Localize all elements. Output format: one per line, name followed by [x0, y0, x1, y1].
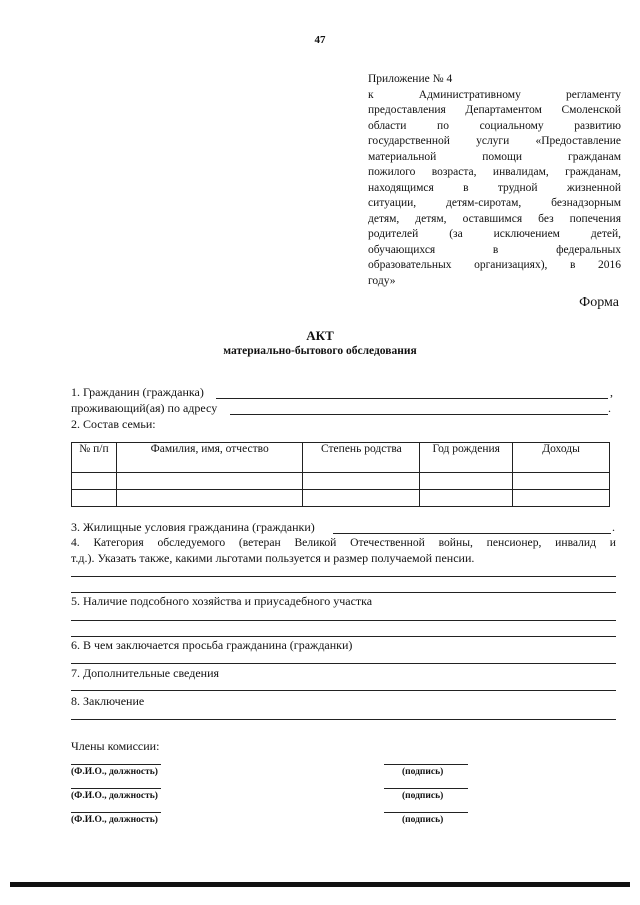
member-sign-label: (подпись) [402, 767, 444, 777]
scan-edge-bar [10, 882, 630, 887]
table-cell[interactable] [420, 473, 513, 490]
appendix-line: ситуации, детям-сиротам, безнадзорным [368, 197, 621, 209]
table-row [72, 473, 610, 490]
member-sign-label: (подпись) [402, 815, 444, 825]
appendix-line: находящимся в трудной жизненной [368, 181, 621, 194]
column-header: Степень родства [303, 443, 420, 473]
request-input-line[interactable] [71, 663, 616, 664]
citizen-label: 1. Гражданин (гражданка) [71, 385, 204, 399]
table-cell[interactable] [420, 490, 513, 507]
family-label: 2. Состав семьи: [71, 417, 156, 431]
appendix-line: области по социальному развитию [368, 119, 621, 132]
family-table [71, 442, 610, 507]
appendix-line: материальной помощи гражданам [368, 150, 621, 163]
column-header: № п/п [72, 443, 117, 473]
member-sign-line[interactable] [384, 812, 468, 813]
conclusion-label: 8. Заключение [71, 694, 145, 708]
conclusion-input-line[interactable] [71, 719, 616, 720]
appendix-line: пожилого возраста, инвалидам, гражданам, [368, 166, 621, 178]
member-sign-line[interactable] [384, 764, 468, 765]
appendix-block [368, 72, 621, 289]
document-subtitle: материально-бытового обследования [223, 345, 417, 357]
housing-input-line[interactable] [333, 533, 611, 534]
category-input-line[interactable] [71, 592, 616, 593]
citizen-comma: , [610, 385, 613, 399]
appendix-line: обучающихся в федеральных [368, 243, 621, 256]
category-line-2: т.д.). Указать также, какими льготами пользуется и размер получаемой пенсии. [71, 551, 475, 565]
request-label: 6. В чем заключается просьба гражданина (гражданки) [71, 638, 353, 652]
appendix-line: образовательных организациях), в 2016 [368, 259, 621, 271]
member-name-label: (Ф.И.О., должность) [71, 791, 158, 801]
address-input-line[interactable] [230, 414, 608, 415]
page-number: 47 [314, 34, 326, 46]
address-period: . [608, 401, 611, 415]
appendix-line: детям, детям, оставшимся без попечения [368, 212, 621, 225]
commission-title: Члены комиссии: [71, 739, 160, 753]
column-header: Год рождения [420, 443, 513, 473]
address-label: проживающий(ая) по адресу [71, 401, 218, 415]
column-header: Доходы [513, 443, 610, 473]
table-cell[interactable] [116, 490, 303, 507]
farm-input-line[interactable] [71, 636, 616, 637]
additional-input-line[interactable] [71, 690, 616, 691]
farm-input-line[interactable] [71, 620, 616, 621]
column-header: Фамилия, имя, отчество [116, 443, 303, 473]
farm-label: 5. Наличие подсобного хозяйства и приусадебного участка [71, 594, 373, 608]
table-cell[interactable] [72, 490, 117, 507]
appendix-line: к Административному регламенту [368, 88, 621, 101]
member-sign-line[interactable] [384, 788, 468, 789]
appendix-line: родителей (за исключением детей, [368, 228, 621, 240]
member-sign-label: (подпись) [402, 791, 444, 801]
form-label: Форма [579, 295, 619, 310]
member-name-line[interactable] [71, 764, 161, 765]
member-name-label: (Ф.И.О., должность) [71, 815, 158, 825]
category-input-line[interactable] [71, 576, 616, 577]
table-row [72, 490, 610, 507]
member-name-line[interactable] [71, 812, 161, 813]
table-cell[interactable] [303, 490, 420, 507]
appendix-line: государственной услуги «Предоставление [368, 135, 621, 147]
table-cell[interactable] [303, 473, 420, 490]
table-cell[interactable] [72, 473, 117, 490]
housing-period: . [612, 520, 615, 534]
additional-label: 7. Дополнительные сведения [71, 666, 220, 680]
appendix-line: предоставления Департаментом Смоленской [368, 104, 621, 116]
table-header-row [72, 443, 610, 473]
document-title: АКТ [306, 328, 334, 343]
member-name-label: (Ф.И.О., должность) [71, 767, 158, 777]
citizen-input-line[interactable] [216, 398, 608, 399]
category-line-1: 4. Категория обследуемого (ветеран Великой Отечественной войны, пенсионер, инвалид и [71, 536, 616, 549]
table-cell[interactable] [513, 473, 610, 490]
table-cell[interactable] [513, 490, 610, 507]
appendix-line: году» [368, 274, 396, 287]
member-name-line[interactable] [71, 788, 161, 789]
table-cell[interactable] [116, 473, 303, 490]
housing-label: 3. Жилищные условия гражданина (гражданки) [71, 520, 315, 534]
appendix-title: Приложение № 4 [368, 73, 453, 85]
